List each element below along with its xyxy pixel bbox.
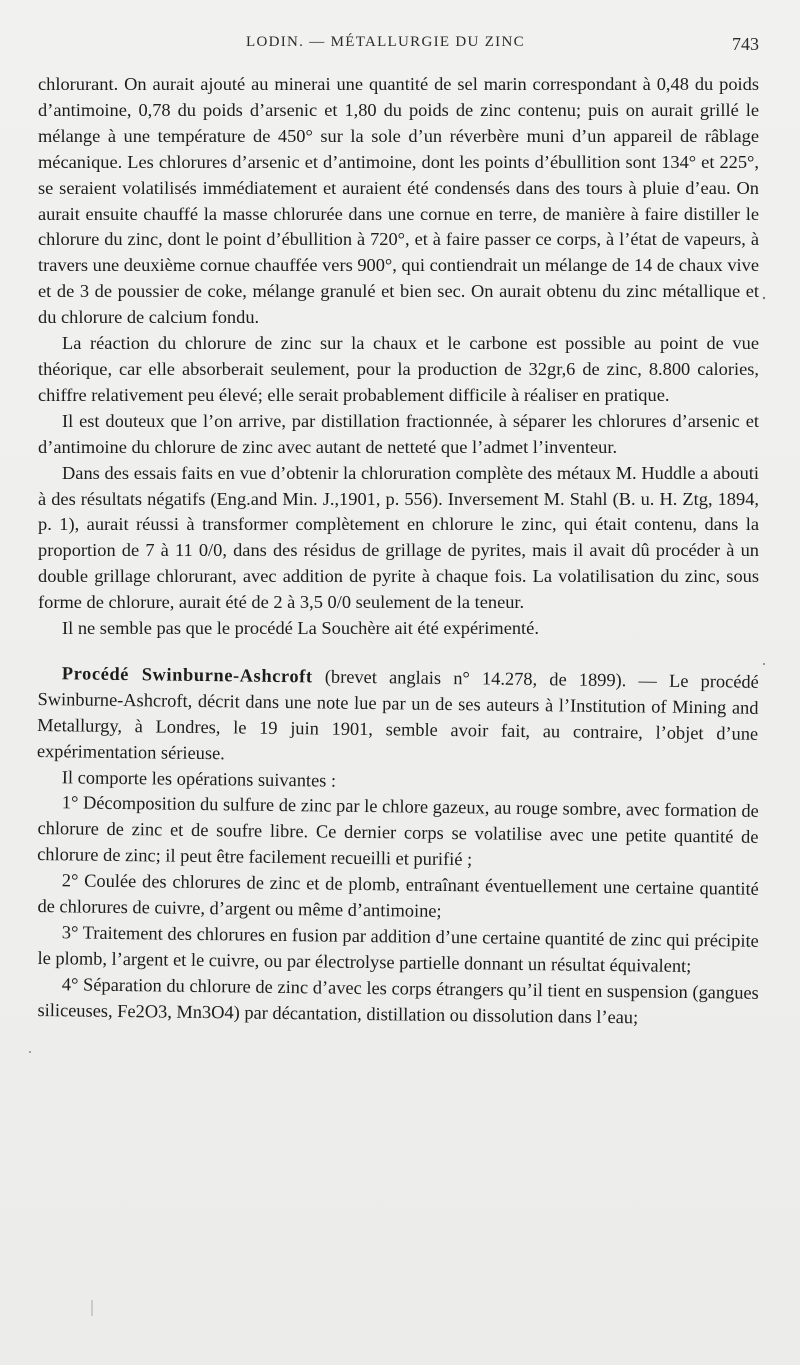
paragraph-8: 1° Décomposition du sulfure de zinc par le chlore gazeux, au rouge sombre, avec formation de chlorure de zinc et de soufre libre. Ce dernier corps se volatilise avec une petite quantité de chlorure de zinc; il peut être facilement recueilli et purifié ;: [37, 792, 759, 870]
running-head: LODIN. — MÉTALLURGIE DU ZINC: [246, 34, 525, 50]
paragraph-5: Il ne semble pas que le procédé La Souchère ait été expérimenté.: [62, 618, 539, 639]
section-heading: Procédé Swinburne-Ashcroft: [61, 663, 313, 687]
paragraph-10: 3° Traitement des chlorures en fusion par addition d’une certaine quantité de zinc qui précipite le plomb, l’argent et le cuivre, ou par électrolyse partielle donnant un résultat équivalent;: [37, 922, 759, 976]
page-number: 743: [732, 34, 759, 54]
scan-speck: [763, 663, 765, 665]
paragraph-1: chlorurant. On aurait ajouté au minerai une quantité de sel marin correspondant à 0,48 du poids d’antimoine, 0,78 du poids d’arsenic et 1,80 du poids de zinc contenu; puis on aurait grillé le mélange à une température de 450° sur la sole d’un réverbère muni d’un appareil de râblage mécanique. Les chlorures d’arsenic et d’antimoine, dont les points d’ébullition sont 134° et 225°, se seraient volatilisés immédiatement et auraient été condensés dans des tours à pluie d’eau. On aurait ensuite chauffé la masse chlorurée dans une cornue en terre, de manière à faire distiller le chlorure du zinc, dont le point d’ébullition à 720°, et à faire passer ce corps, à l’état de vapeurs, à travers une deuxième cornue chauffée vers 900°, qui contiendrait un mélange de 14 de chaux vive et de 3 de poussier de coke, mélange granulé et bien sec. On aurait obtenu du zinc métallique et du chlorure de calcium fondu.: [38, 74, 759, 328]
paragraph-11: 4° Séparation du chlorure de zinc d’avec les corps étrangers qu’il tient en suspension (gangues siliceuses, Fe2O3, Mn3O4) par décantation, distillation ou dissolution dans l’eau;: [37, 974, 759, 1028]
paragraph-9: 2° Coulée des chlorures de zinc et de plomb, entraînant éventuellement une certaine quantité de chlorures de cuivre, d’argent ou même d’antimoine;: [37, 870, 759, 922]
paragraph-4: Dans des essais faits en vue d’obtenir la chloruration complète des métaux M. Huddle a abouti à des résultats négatifs (Eng.and Min. J.,1901, p. 556). Inversement M. Stahl (B. u. H. Ztg, 1894, p. 1), aurait réussi à transformer complètement en chlorure le zinc, qui était contenu, dans la proportion de 7 à 11 0/0, dans des résidus de grillage de pyrites, mais il avait dû procéder à un double grillage chlorurant, avec addition de pyrite à chaque fois. La volatilisation du zinc, sous forme de chlorure, aurait été de 2 à 3,5 0/0 seulement de la teneur.: [38, 462, 759, 613]
body-text: [36, 72, 759, 1028]
paragraph-7: Il comporte les opérations suivantes :: [61, 766, 337, 791]
scan-speck: [29, 1051, 31, 1053]
paragraph-2: La réaction du chlorure de zinc sur la chaux et le carbone est possible au point de vue théorique, car elle absorberait seulement, pour la production de 32gr,6 de zinc, 8.800 calories, chiffre relativement peu élevé; elle serait probablement difficile à réaliser en pratique.: [38, 333, 759, 405]
paragraph-3: Il est douteux que l’on arrive, par distillation fractionnée, à séparer les chlorures d’arsenic et d’antimoine du chlorure de zinc avec autant de netteté que l’admet l’inventeur.: [38, 410, 759, 457]
paragraph-6: [37, 661, 759, 773]
paragraph-6-text: (brevet anglais n° 14.278, de 1899). — Le procédé Swinburne-Ashcroft, décrit dans une note lue par un de ses auteurs à l’Institution of Mining and Metallurgy, à Londres, le 19 juin 1901, semble avoir fait, au contraire, l’objet d’une expérimentation sérieuse.: [36, 666, 759, 763]
scan-speck: [763, 297, 765, 299]
page-header: [0, 34, 800, 58]
